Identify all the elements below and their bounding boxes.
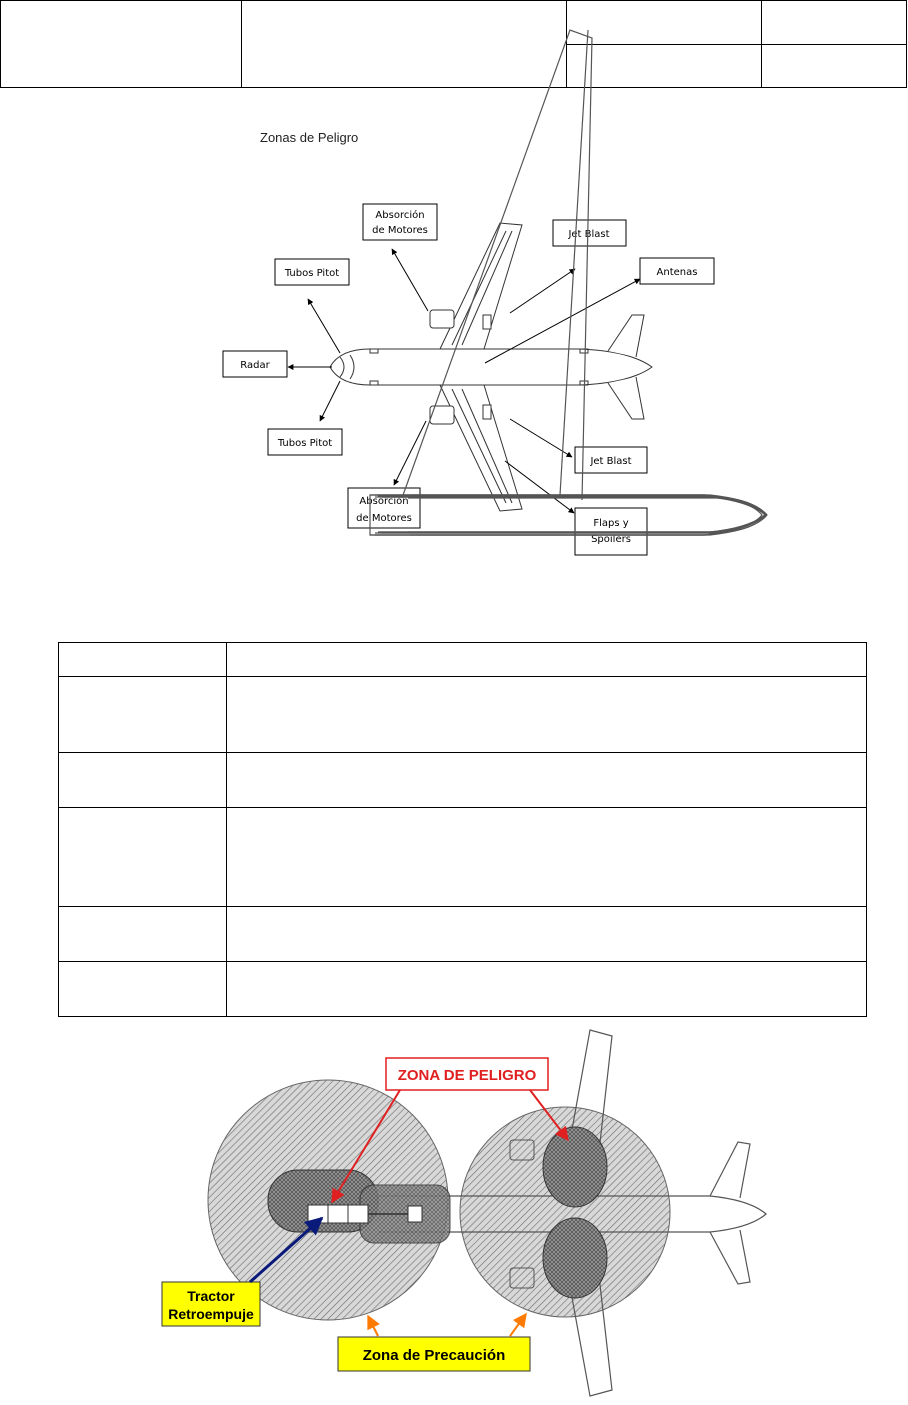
pushback-zones-figure: [150, 1030, 780, 1400]
zona-precaucion-label: [338, 1337, 530, 1371]
header-cell-page: [762, 45, 907, 88]
table-cell: [227, 677, 867, 753]
callout-absorcion-bottom: [348, 488, 420, 528]
callout-jet-blast-bottom: [575, 447, 647, 473]
hazard-table: [58, 642, 867, 1017]
precaucion-arrow-right: [510, 1314, 526, 1336]
header-cell-logo: [1, 1, 242, 88]
svg-text:Flaps y: Flaps y: [593, 518, 629, 529]
callout-tubos-pitot-top: [275, 259, 349, 285]
table-cell: [227, 907, 867, 962]
table-row: [59, 907, 867, 962]
table-cell: [59, 753, 227, 808]
callout-antenas: [640, 258, 714, 284]
danger-zone-engine-top: [543, 1127, 607, 1207]
svg-text:Tubos Pitot: Tubos Pitot: [277, 438, 333, 449]
header-cell-version: [762, 1, 907, 45]
table-cell: [227, 643, 867, 677]
svg-text:Jet Blast: Jet Blast: [568, 229, 610, 240]
table-cell: [59, 643, 227, 677]
precaucion-arrow-left: [368, 1316, 378, 1336]
svg-text:Absorción: Absorción: [375, 210, 425, 221]
tractor-label: [162, 1282, 260, 1326]
svg-text:Zona de Precaución: Zona de Precaución: [362, 1347, 506, 1364]
svg-text:Retroempuje: Retroempuje: [168, 1306, 254, 1322]
svg-text:Absorción: Absorción: [359, 496, 409, 507]
table-cell: [59, 962, 227, 1017]
table-row: [59, 643, 867, 677]
callout-radar: [223, 351, 287, 377]
svg-text:Spoilers: Spoilers: [591, 534, 631, 545]
svg-text:Jet Blast: Jet Blast: [590, 456, 632, 467]
header-cell-code: [567, 1, 762, 45]
header-cell-date: [567, 45, 762, 88]
table-row: [59, 753, 867, 808]
svg-text:ZONA DE PELIGRO: ZONA DE PELIGRO: [397, 1067, 537, 1084]
table-row: [59, 962, 867, 1017]
svg-text:Tubos Pitot: Tubos Pitot: [284, 268, 340, 279]
svg-text:Antenas: Antenas: [656, 267, 698, 278]
table-cell: [227, 808, 867, 907]
svg-text:Radar: Radar: [240, 360, 270, 371]
table-cell: [227, 962, 867, 1017]
callout-jet-blast-top: [553, 220, 626, 246]
table-cell: [227, 753, 867, 808]
callout-absorcion-top: [363, 204, 437, 240]
svg-text:Tractor: Tractor: [187, 1288, 235, 1304]
callout-tubos-pitot-bottom: [268, 429, 342, 455]
aircraft-hazard-diagram: [200, 195, 698, 565]
table-cell: [59, 677, 227, 753]
tractor-vehicle: [308, 1205, 368, 1223]
svg-text:de Motores: de Motores: [356, 513, 412, 524]
zona-peligro-label: [386, 1058, 548, 1090]
section-title: Zonas de Peligro: [260, 130, 359, 145]
table-cell: [59, 808, 227, 907]
table-row: [59, 677, 867, 753]
document-header-table: [0, 0, 907, 88]
table-row: [59, 808, 867, 907]
header-cell-title: [242, 1, 567, 88]
table-cell: [59, 907, 227, 962]
svg-text:de Motores: de Motores: [372, 225, 428, 236]
danger-zone-engine-bottom: [543, 1218, 607, 1298]
